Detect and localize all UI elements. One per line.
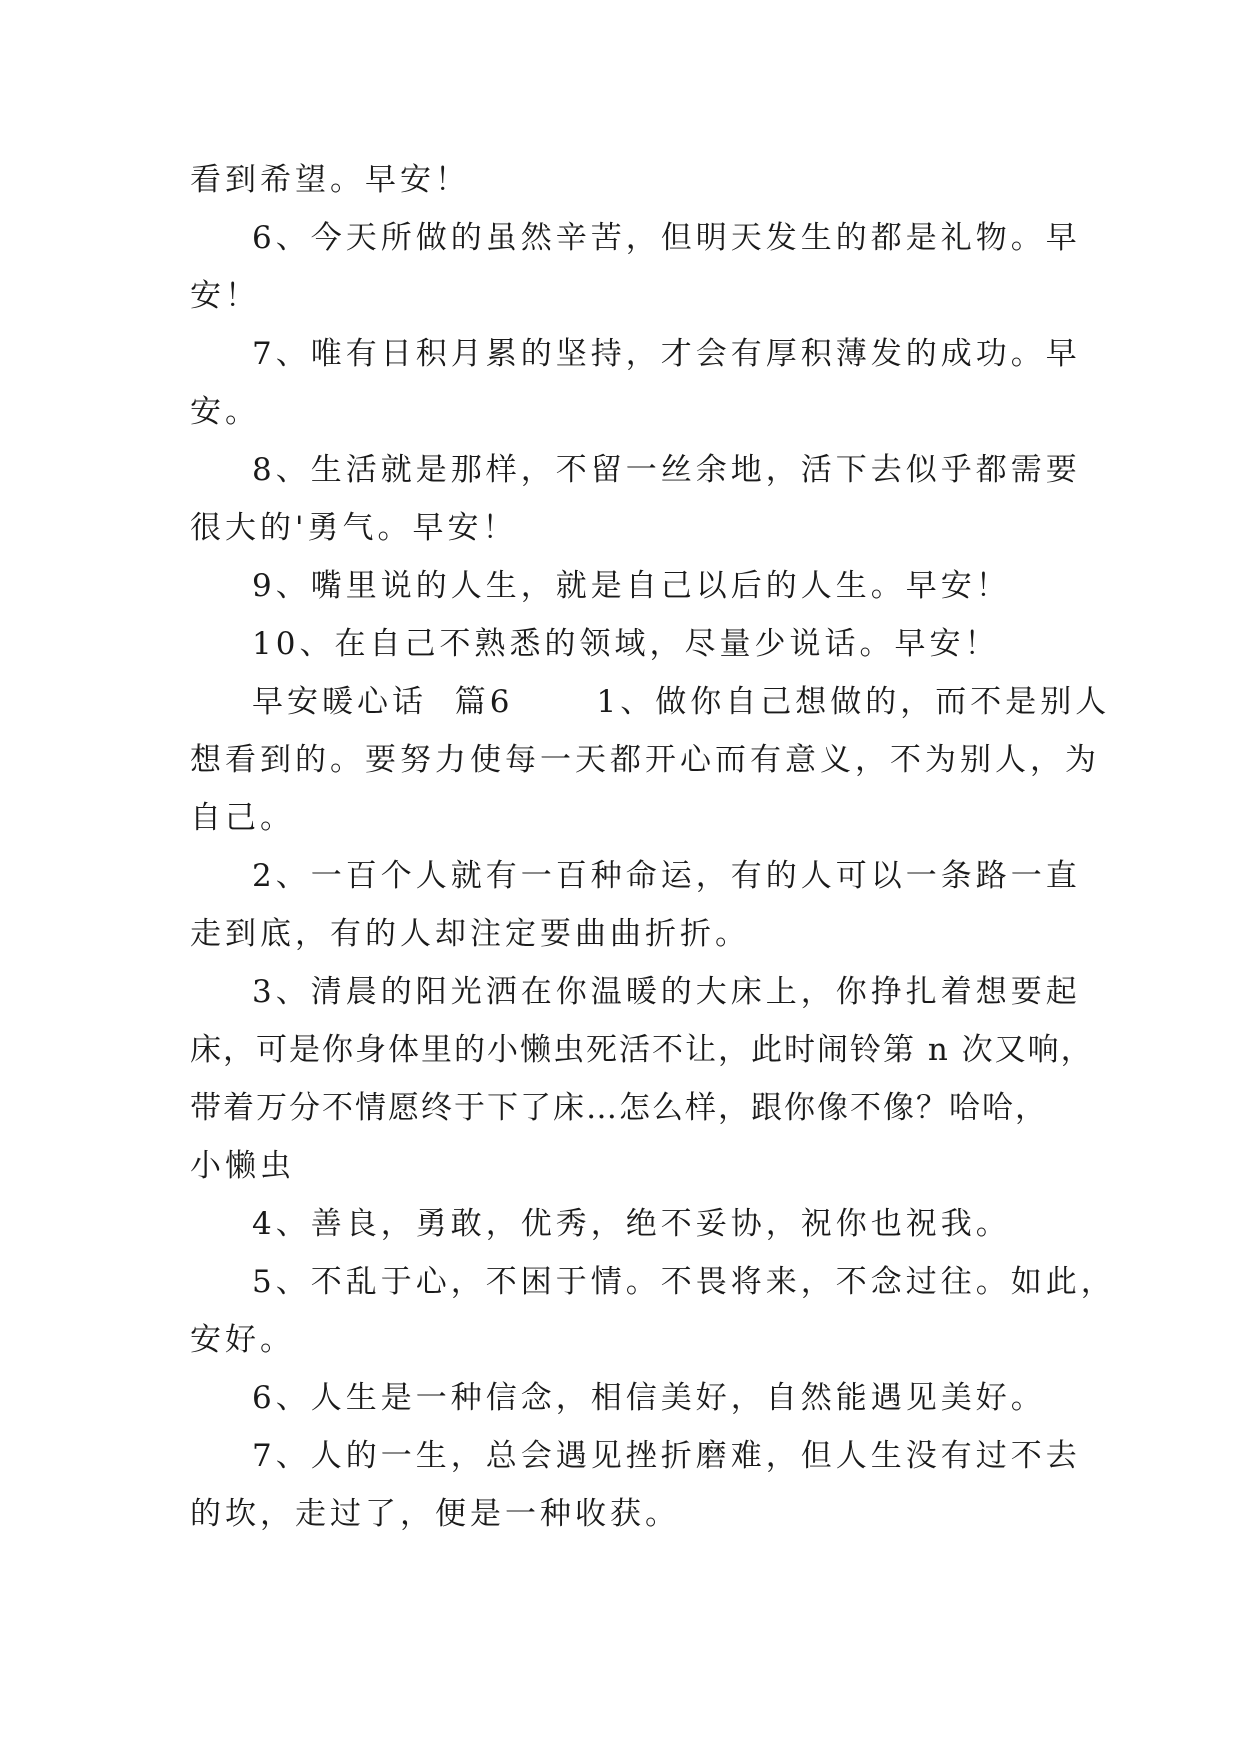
text-line: 自己。: [190, 800, 295, 836]
text-line: 8、生活就是那样，不留一丝余地，活下去似乎都需要: [252, 452, 1081, 488]
text-line: 6、今天所做的虽然辛苦，但明天发生的都是礼物。早: [252, 220, 1081, 256]
text-line: 安。: [190, 394, 260, 430]
text-line: 7、人的一生，总会遇见挫折磨难，但人生没有过不去: [252, 1438, 1081, 1474]
text-line: 的坎，走过了，便是一种收获。: [190, 1496, 680, 1532]
text-line: 6、人生是一种信念，相信美好，自然能遇见美好。: [252, 1380, 1046, 1416]
text-line: 9、嘴里说的人生，就是自己以后的人生。早安！: [252, 568, 1011, 604]
section-heading-line: 早安暖心话 篇6 1、做你自己想做的，而不是别人: [252, 684, 1111, 720]
text-line: 小懒虫: [190, 1148, 295, 1184]
text-line: 走到底，有的人却注定要曲曲折折。: [190, 916, 750, 952]
text-line: 3、清晨的阳光洒在你温暖的大床上，你挣扎着想要起: [252, 974, 1081, 1010]
text-line: 10、在自己不熟悉的领域，尽量少说话。早安！: [252, 626, 1000, 662]
text-line: 5、不乱于心，不困于情。不畏将来，不念过往。如此，: [252, 1264, 1116, 1300]
text-line: 安好。: [190, 1322, 295, 1358]
text-line: 4、善良，勇敢，优秀，绝不妥协，祝你也祝我。: [252, 1206, 1011, 1242]
text-line: 想看到的。要努力使每一天都开心而有意义，不为别人，为: [190, 742, 1100, 778]
document-body: [190, 151, 1116, 1543]
text-line: 7、唯有日积月累的坚持，才会有厚积薄发的成功。早: [252, 336, 1081, 372]
text-line: 床，可是你身体里的小懒虫死活不让，此时闹铃第 n 次又响，: [190, 1032, 1094, 1068]
text-line: 很大的'勇气。早安！: [190, 510, 518, 546]
text-line: 安！: [190, 278, 260, 314]
text-line: 看到希望。早安！: [190, 162, 470, 198]
text-line: 2、一百个人就有一百种命运，有的人可以一条路一直: [252, 858, 1081, 894]
text-line: 带着万分不情愿终于下了床…怎么样，跟你像不像？哈哈，: [190, 1090, 1048, 1126]
